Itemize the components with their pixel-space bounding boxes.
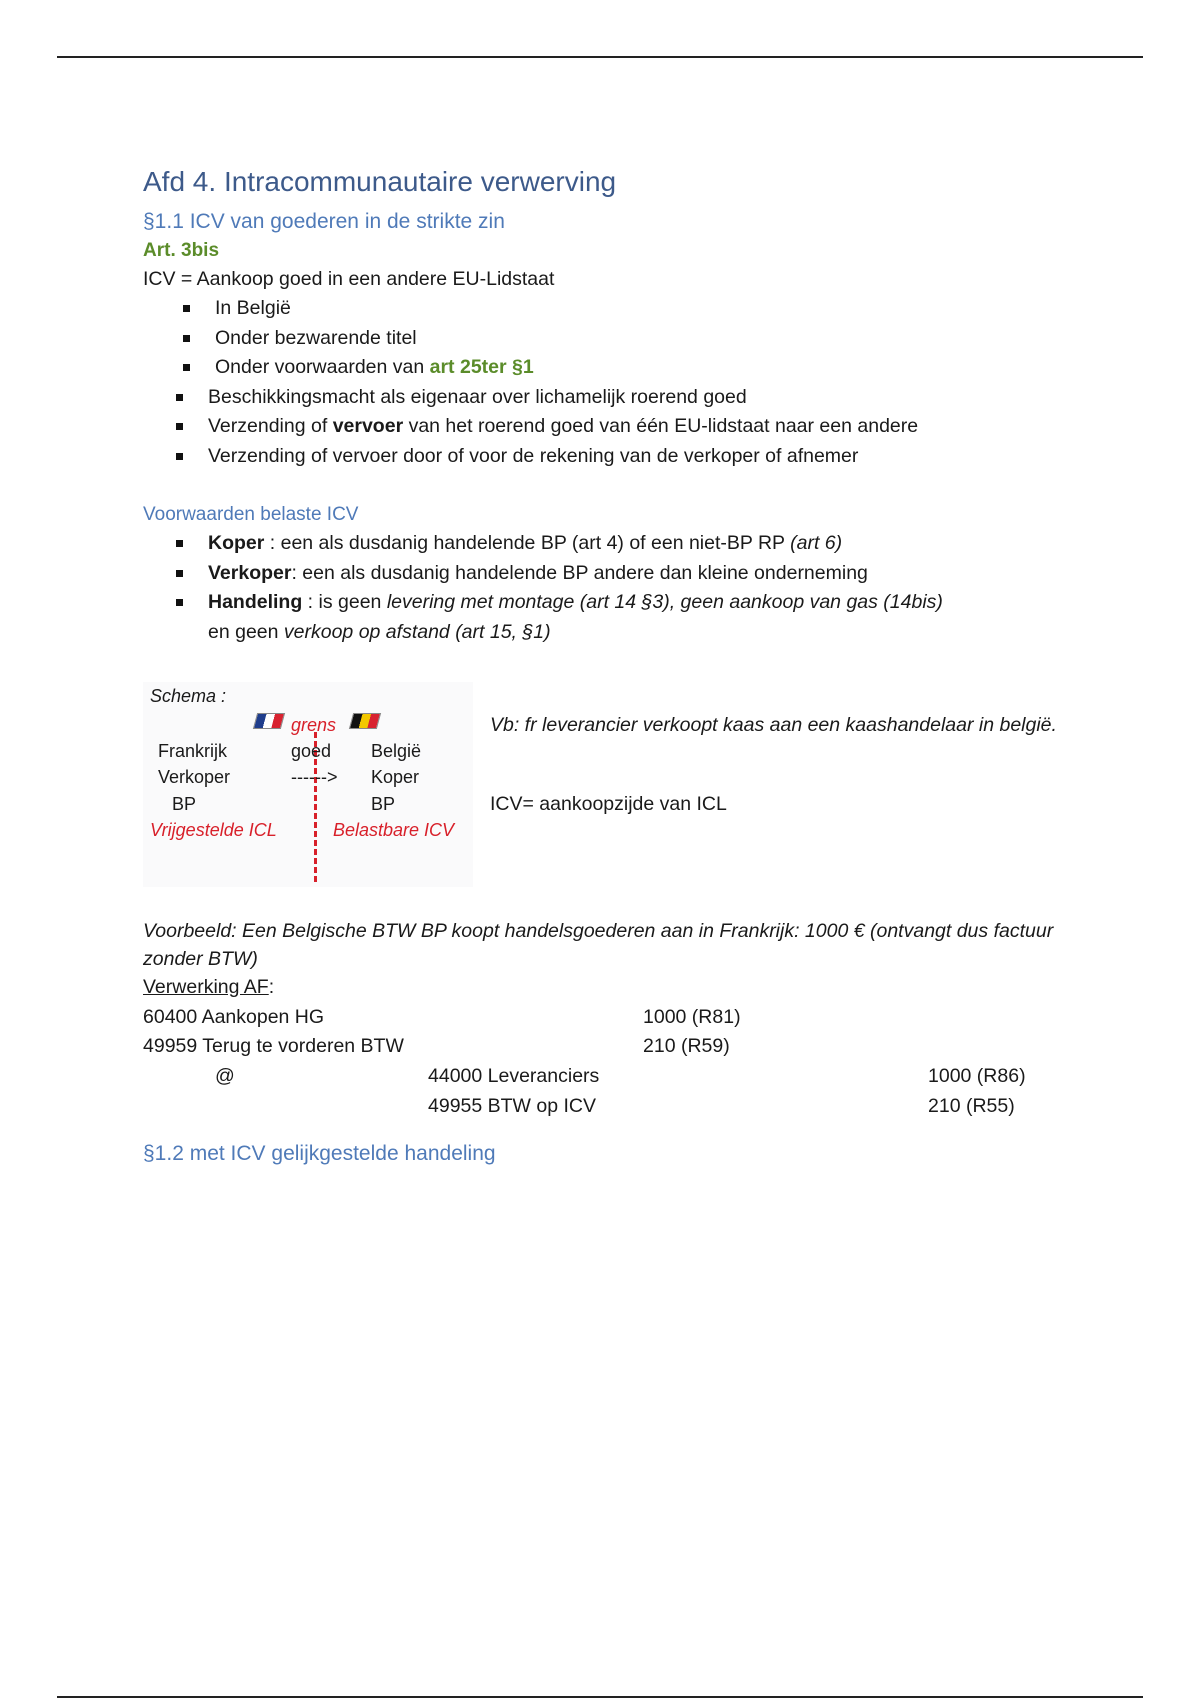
list-item: Verkoper: een als dusdanig handelende BP andere dan kleine onderneming	[143, 559, 1083, 589]
section-2-title: §1.2 met ICV gelijkgestelde handeling	[143, 1142, 496, 1165]
list-item: Onder voorwaarden van art 25ter §1	[143, 353, 1083, 383]
sub-criteria-list	[143, 294, 1083, 383]
right-country: België	[371, 741, 422, 761]
list-item: Handeling : is geen levering met montage (art 14 §3), geen aankoop van gas (14bis) en geen verkoop op afstand (art 15, §1)	[143, 588, 1083, 647]
left-country: Frankrijk	[158, 741, 228, 761]
section-1-title: §1.1 ICV van goederen in de strikte zin	[143, 210, 505, 233]
document-body	[143, 165, 1083, 1168]
credit-amount-1: 1000 (R86)	[928, 1065, 1026, 1087]
schema-example: Vb: fr leverancier verkoopt kaas aan een kaashandelaar in belgië.	[490, 714, 1057, 736]
border-label: grens	[291, 715, 337, 735]
journal-entry	[143, 1002, 1083, 1122]
list-item: Beschikkingsmacht als eigenaar over lichamelijk roerend goed	[143, 383, 1083, 413]
debit-amount-2: 210 (R59)	[643, 1035, 730, 1057]
credit-account-1: 44000 Leveranciers	[428, 1065, 600, 1087]
icv-definition: ICV = Aankoop goed in een andere EU-Lidstaat	[143, 268, 555, 290]
schema-label: Schema :	[150, 686, 227, 706]
entry-separator: @	[215, 1065, 235, 1087]
right-status: Belastbare ICV	[333, 820, 455, 840]
page-heading: Afd 4. Intracommunautaire verwerving	[143, 166, 617, 197]
schema-figure	[143, 682, 1083, 887]
example-text: Voorbeeld: Een Belgische BTW BP koopt handelsgoederen aan in Frankrijk: 1000 € (ontvangt dus factuur zonder BTW)	[143, 920, 1054, 970]
list-item: Verzending of vervoer door of voor de rekening van de verkoper of afnemer	[143, 442, 1083, 472]
article-ref: Art. 3bis	[143, 240, 220, 261]
conditions-title: Voorwaarden belaste ICV	[143, 504, 359, 525]
credit-account-2: 49955 BTW op ICV	[428, 1095, 596, 1117]
debit-account-1: 60400 Aankopen HG	[143, 1006, 325, 1028]
left-status: Vrijgestelde ICL	[150, 820, 277, 840]
conditions-list	[143, 529, 1083, 647]
flow-arrow: ------>	[291, 767, 338, 787]
schema-note: ICV= aankoopzijde van ICL	[490, 793, 727, 815]
criteria-list	[143, 383, 1083, 472]
debit-account-2: 49959 Terug te vorderen BTW	[143, 1035, 404, 1057]
left-type: BP	[172, 794, 197, 814]
credit-amount-2: 210 (R55)	[928, 1095, 1015, 1117]
list-item: Onder bezwarende titel	[143, 324, 1083, 354]
belgium-flag-icon	[349, 713, 381, 729]
header-rule	[57, 56, 1143, 58]
debit-amount-1: 1000 (R81)	[643, 1006, 741, 1028]
article-ref-inline: art 25ter §1	[429, 356, 534, 378]
list-item: In België	[143, 294, 1083, 324]
footer-rule	[57, 1696, 1143, 1698]
goods-label: goed	[291, 741, 332, 761]
processing-heading: Verwerking AF:	[143, 976, 275, 998]
right-role: Koper	[371, 767, 420, 787]
list-item: Verzending of vervoer van het roerend goed van één EU-lidstaat naar een andere	[143, 412, 1083, 442]
france-flag-icon	[253, 713, 285, 729]
left-role: Verkoper	[158, 767, 231, 787]
list-item: Koper : een als dusdanig handelende BP (art 4) of een niet-BP RP (art 6)	[143, 529, 1083, 559]
right-type: BP	[371, 794, 396, 814]
